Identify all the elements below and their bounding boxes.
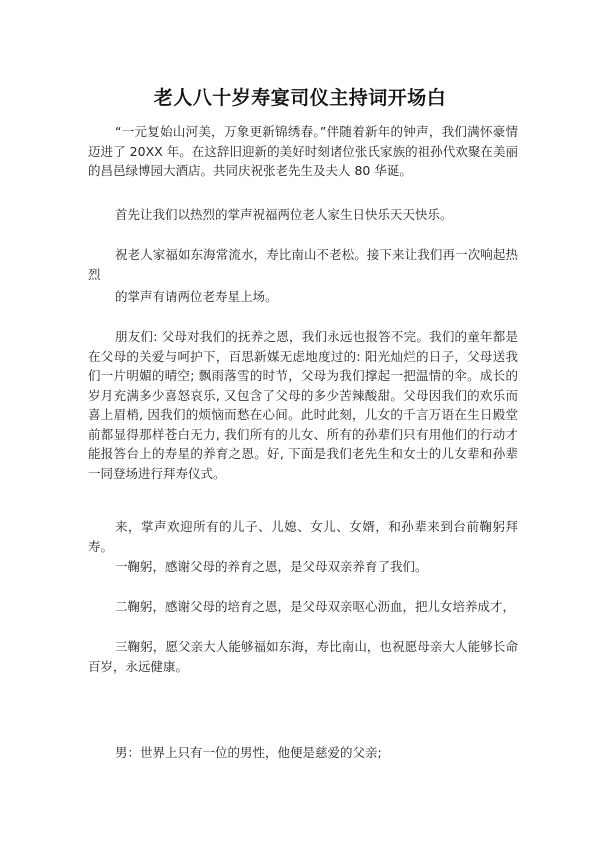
paragraph-applause: 首先让我们以热烈的掌声祝福两位老人家生日快乐天天快乐。 — [115, 207, 453, 222]
paragraph-father: 男：世界上只有一位的男性，他便是慈爱的父亲; — [115, 745, 382, 760]
paragraph-welcome-stars: 的掌声有请两位老寿星上场。 — [115, 289, 278, 304]
paragraph-blessing: 祝老人家福如东海常流水，寿比南山不老松。接下来让我们再一次响起热烈 — [88, 247, 518, 282]
paragraph-opening: “一元复始山河美，万象更新锦绣春。”伴随着新年的钟声，我们满怀豪情迈进了 20XX 年。在这辞旧迎新的美好时刻诸位张氏家族的祖孙代欢聚在美丽的昌邑绿博园大酒店。共同庆祝张老先生及夫人 80 华诞。 — [88, 124, 518, 178]
paragraph-second-bow: 二鞠躬，感谢父母的培育之恩，是父母双亲呕心沥血，把儿女培养成才， — [115, 599, 516, 614]
paragraph-first-bow: 一鞠躬，感谢父母的养育之恩，是父母双亲养育了我们。 — [115, 559, 428, 574]
document-title: 老人八十岁寿宴司仪主持词开场白 — [153, 87, 447, 109]
paragraph-invite-family: 来，掌声欢迎所有的儿子、儿媳、女儿、女婿，和孙辈来到台前鞠躬拜寿。 — [88, 519, 518, 554]
paragraph-third-bow: 三鞠躬，愿父亲大人能够福如东海，寿比南山，也祝愿母亲大人能够长命百岁，永远健康。 — [88, 639, 518, 674]
paragraph-friends: 朋友们: 父母对我们的抚养之恩，我们永远也报答不完。我们的童年都是在父母的关爱与呵护下，百思新媒无虑地度过的: 阳光灿烂的日子，父母送我们一片明媚的晴空; 飘雨落雪的时节，父母为我们撑起一把温情的伞。成长的岁月充满多少喜怒哀乐, 又包含了父母的多少苦辣酸甜。父母因我们的欢乐而喜上眉梢, 因我们的烦恼而愁在心间。此时此刻，儿女的千言万语在生日殿堂前都显得那样苍白无力, 我们所有的儿女、所有的孙辈们只有用他们的行动才能报答台上的寿星的养育之恩。好, 下面是我们老先生和女士的儿女辈和孙辈一同登场进行拜寿仪式。 — [88, 329, 518, 481]
